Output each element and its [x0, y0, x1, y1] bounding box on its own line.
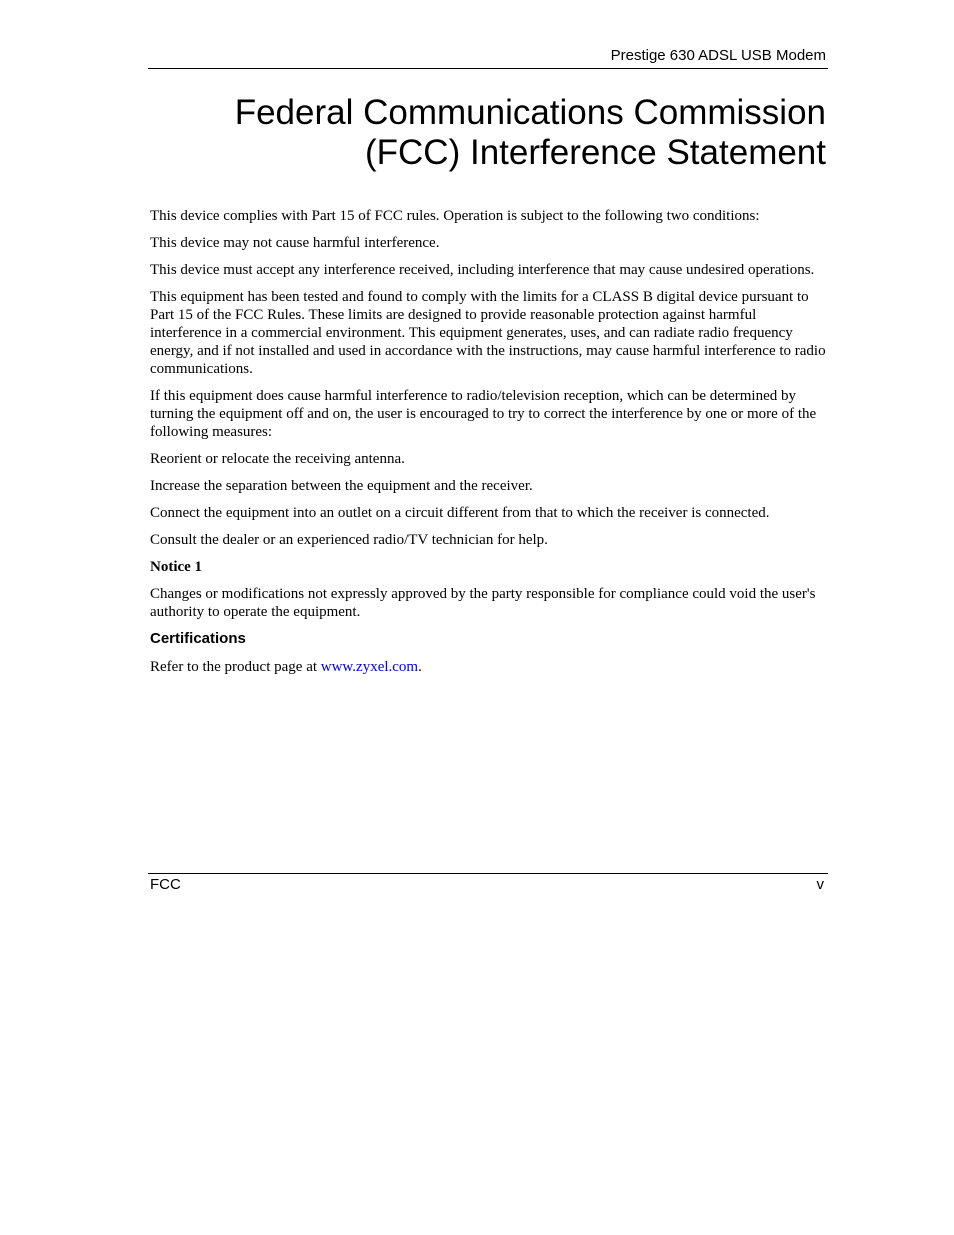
footer-section-label: FCC [150, 876, 181, 893]
measure-outlet: Connect the equipment into an outlet on a circuit different from that to which the receiver is connected. [150, 505, 770, 521]
page-title [186, 93, 826, 173]
certifications-text [150, 658, 826, 676]
page-title-line-1: Federal Communications Commission [234, 93, 826, 132]
paragraph-class-b: This equipment has been tested and found to comply with the limits for a CLASS B digital device pursuant to Part 15 of the FCC Rules. These limits are designed to provide reasonable protection against harmful interference in a commercial environment. This equipment generates, uses, and can radiate radio frequency energy, and if not installed and used in accordance with the instructions, may cause harmful interference to radio communications. [150, 289, 826, 377]
cert-text-suffix: . [418, 659, 422, 675]
paragraph-compliance: This device complies with Part 15 of FCC rules. Operation is subject to the following two conditions: [150, 208, 760, 224]
footer-divider [148, 873, 828, 874]
paragraph-condition-2: This device must accept any interference received, including interference that may cause undesired operations. [150, 262, 815, 278]
body-content [150, 207, 826, 685]
measure-separation: Increase the separation between the equipment and the receiver. [150, 478, 533, 494]
cert-text-prefix: Refer to the product page at [150, 659, 321, 675]
notice-heading: Notice 1 [150, 559, 203, 575]
measure-consult: Consult the dealer or an experienced radio/TV technician for help. [150, 532, 548, 548]
paragraph-condition-1: This device may not cause harmful interference. [150, 235, 440, 251]
zyxel-link[interactable]: www.zyxel.com [320, 659, 419, 675]
measure-reorient: Reorient or relocate the receiving antenna. [150, 451, 405, 467]
header-divider [148, 68, 828, 69]
paragraph-interference-measures: If this equipment does cause harmful interference to radio/television reception, which can be determined by turning the equipment off and on, the user is encouraged to try to correct the interference by one or more of the following measures: [150, 388, 817, 440]
certifications-heading: Certifications [150, 630, 246, 647]
running-header: Prestige 630 ADSL USB Modem [610, 47, 826, 64]
notice-text: Changes or modifications not expressly approved by the party responsible for compliance could void the user's authority to operate the equipment. [150, 586, 816, 620]
page-title-line-2: (FCC) Interference Statement [365, 133, 826, 172]
page-number: v [816, 876, 824, 893]
